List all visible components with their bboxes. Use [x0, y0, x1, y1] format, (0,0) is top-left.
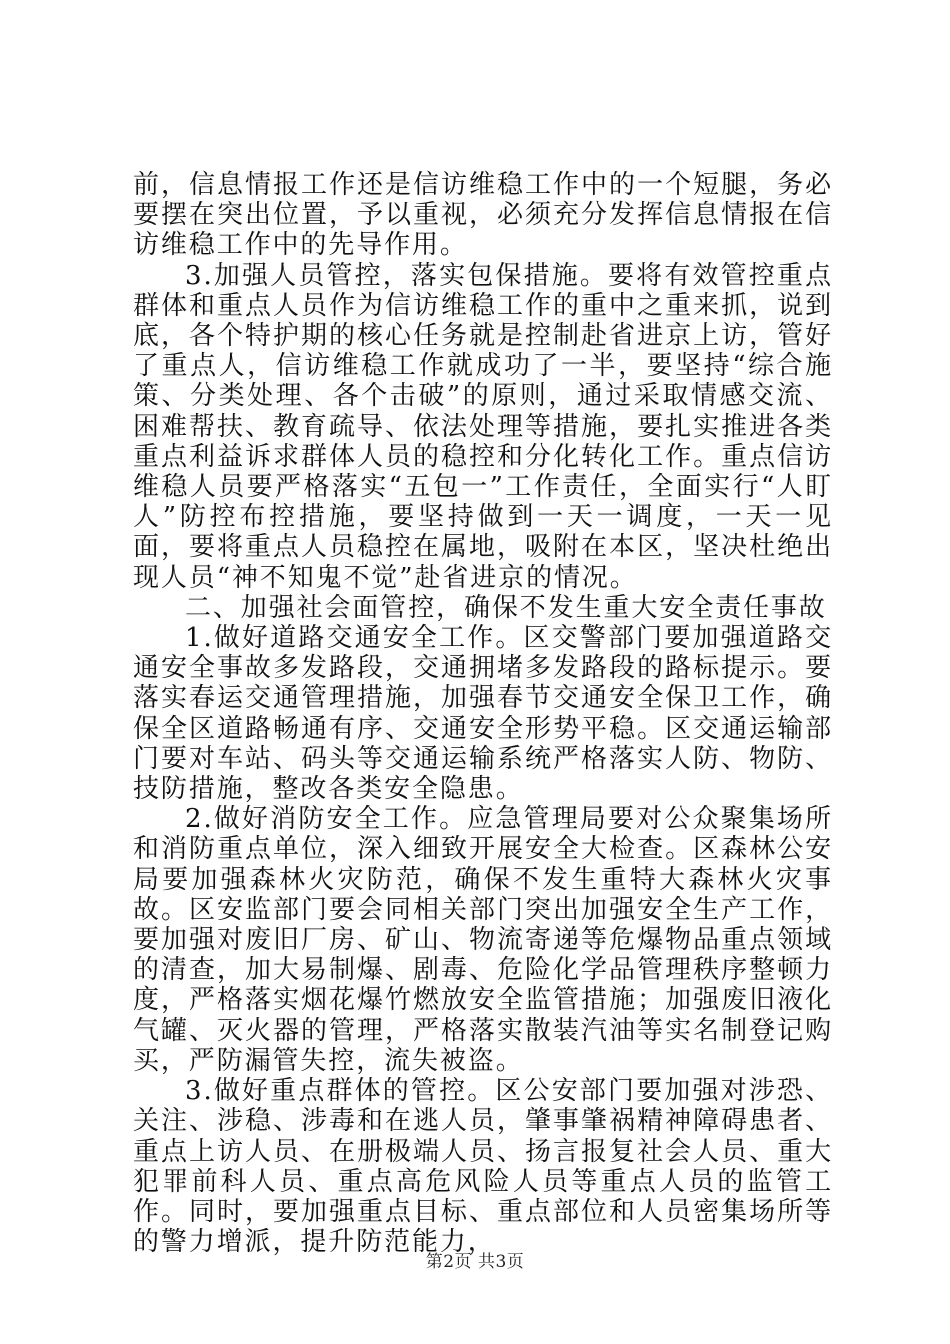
section-heading-social-control: 二、加强社会面管控，确保不发生重大安全责任事故 [185, 592, 827, 623]
paragraph-continuation: 前，信息情报工作还是信访维稳工作中的一个短腿，务必要摆在突出位置，予以重视，必须充分发挥信息情报在信访维稳工作中的先导作用。 [133, 170, 833, 261]
paragraph-personnel-control: 3.加强人员管控，落实包保措施。要将有效管控重点群体和重点人员作为信访维稳工作的重中之重来抓，说到底，各个特护期的核心任务就是控制赴省进京上访，管好了重点人，信访维稳工作就成功了一半，要坚持“综合施策、分类处理、各个击破”的原则，通过采取情感交流、困难帮扶、教育疏导、依法处理等措施，要扎实推进各类重点利益诉求群体人员的稳控和分化转化工作。重点信访维稳人员要严格落实“五包一”工作责任，全面实行“人盯人”防控布控措施，要坚持做到一天一调度，一天一见面，要将重点人员稳控在属地，吸附在本区，坚决杜绝出现人员“神不知鬼不觉”赴省进京的情况。 [133, 260, 833, 593]
paragraph-key-groups: 3.做好重点群体的管控。区公安部门要加强对涉恐、关注、涉稳、涉毒和在逃人员，肇事肇祸精神障碍患者、重点上访人员、在册极端人员、扬言报复社会人员、重大犯罪前科人员、重点高危风险人员等重点人员的监管工作。同时，要加强重点目标、重点部位和人员密集场所等的警力增派，提升防范能力， [133, 1076, 833, 1258]
paragraph-traffic-safety: 1.做好道路交通安全工作。区交警部门要加强道路交通安全事故多发路段，交通拥堵多发路段的路标提示。要落实春运交通管理措施，加强春节交通安全保卫工作，确保全区道路畅通有序、交通安全形势平稳。区交通运输部门要对车站、码头等交通运输系统严格落实人防、物防、技防措施，整改各类安全隐患。 [133, 623, 833, 805]
page-number-footer: 第2页 共3页 [425, 1252, 525, 1272]
paragraph-fire-safety: 2.做好消防安全工作。应急管理局要对公众聚集场所和消防重点单位，深入细致开展安全大检查。区森林公安局要加强森林火灾防范，确保不发生重特大森林火灾事故。区安监部门要会同相关部门突出加强安全生产工作，要加强对废旧厂房、矿山、物流寄递等危爆物品重点领域的清查，加大易制爆、剧毒、危险化学品管理秩序整顿力度，严格落实烟花爆竹燃放安全监管措施；加强废旧液化气罐、灭火器的管理，严格落实散装汽油等实名制登记购买，严防漏管失控，流失被盗。 [133, 804, 833, 1076]
document-body [133, 170, 833, 1257]
